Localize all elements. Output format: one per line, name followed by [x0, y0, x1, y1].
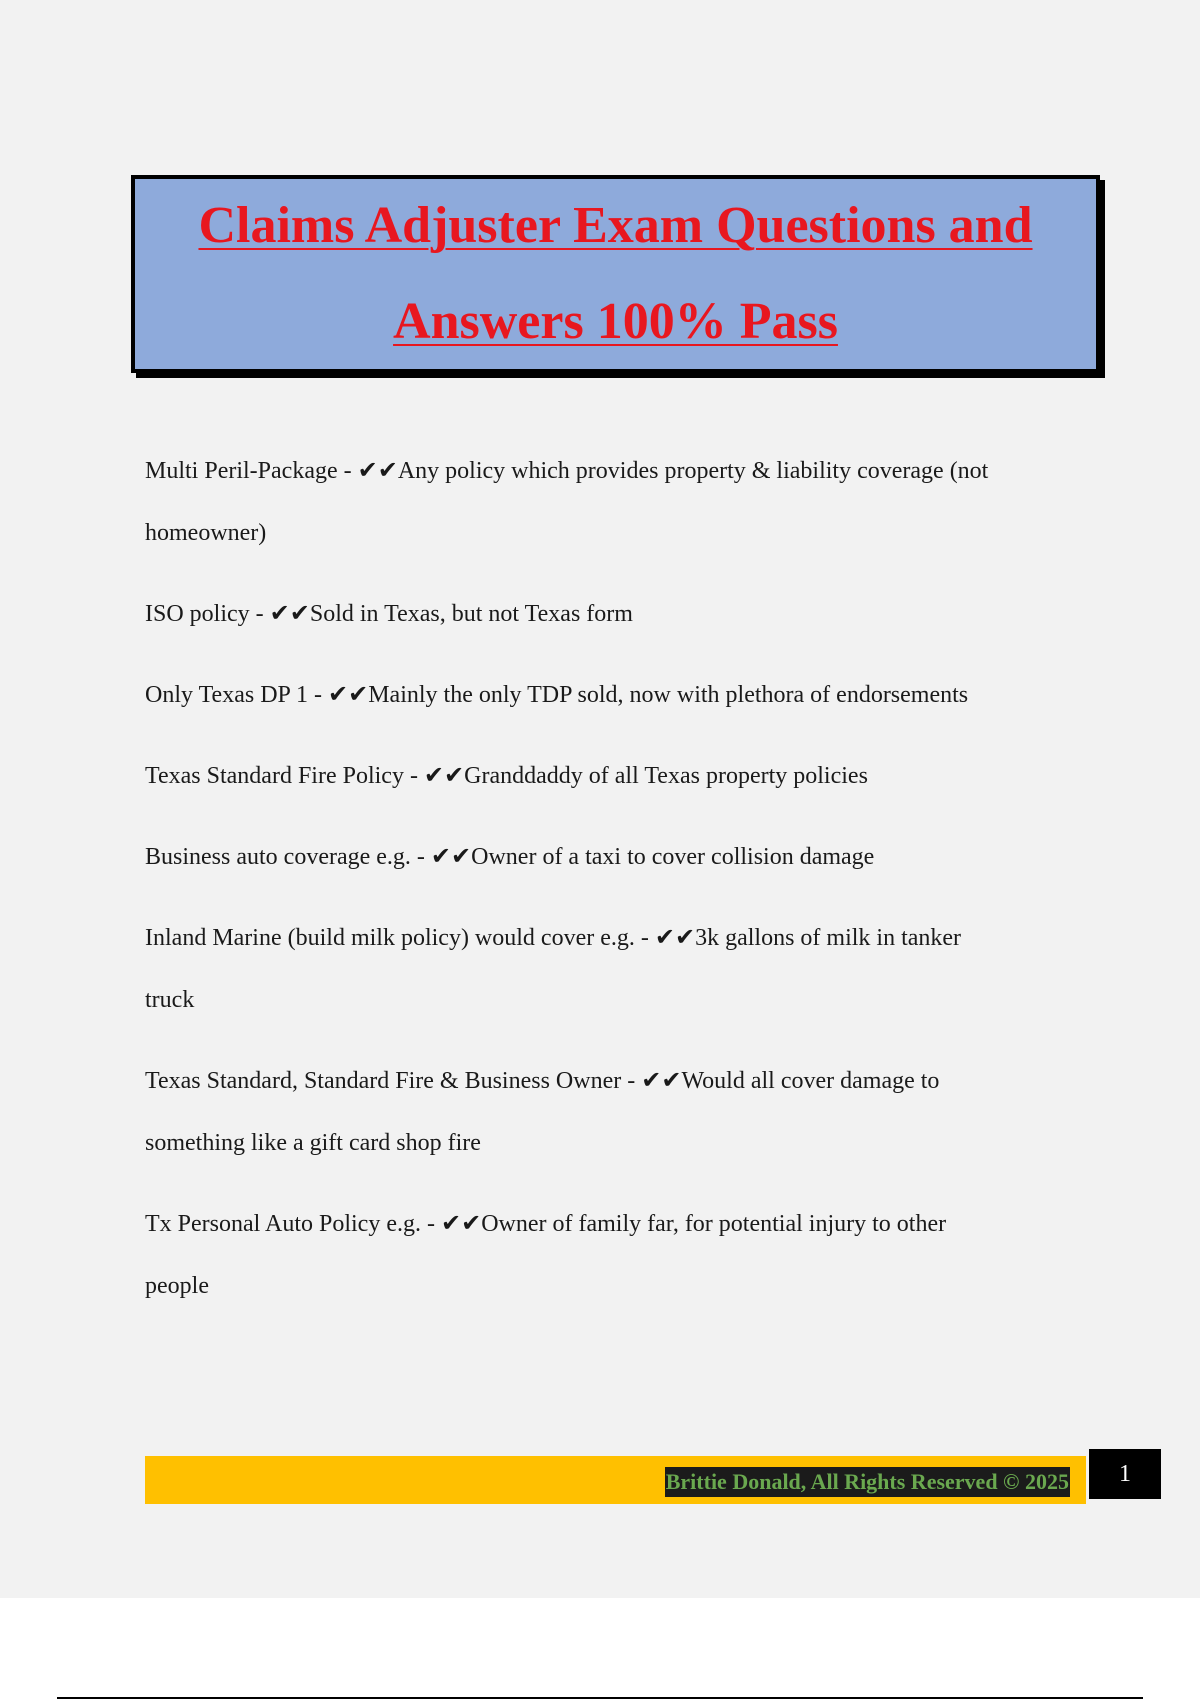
title-line-2: Answers 100% Pass [393, 293, 838, 350]
copyright-text: Brittie Donald, All Rights Reserved © 2025 [665, 1467, 1070, 1497]
qa-text: something like a gift card shop fire [145, 1130, 481, 1156]
qa-text: truck [145, 987, 195, 1013]
footer-bar [145, 1453, 1086, 1504]
qa-list [145, 440, 1085, 1317]
qa-text: Texas Standard Fire Policy - ✔✔Granddaddy of all Texas property policies [145, 763, 868, 789]
page-number: 1 [1089, 1449, 1161, 1499]
qa-item [145, 745, 1085, 807]
qa-text: Texas Standard, Standard Fire & Business Owner - ✔✔Would all cover damage to [145, 1068, 940, 1094]
qa-text: Only Texas DP 1 - ✔✔Mainly the only TDP sold, now with plethora of endorsements [145, 682, 969, 708]
qa-item [145, 440, 1085, 564]
qa-text: homeowner) [145, 520, 267, 546]
bottom-divider [57, 1697, 1143, 1699]
qa-item [145, 664, 1085, 726]
qa-item [145, 1193, 1085, 1317]
qa-item [145, 583, 1085, 645]
qa-item [145, 826, 1085, 888]
qa-item [145, 907, 1085, 1031]
qa-text: Multi Peril-Package - ✔✔Any policy which provides property & liability coverage (not [145, 458, 989, 484]
title-line-1: Claims Adjuster Exam Questions and [198, 197, 1033, 254]
qa-text: ISO policy - ✔✔Sold in Texas, but not Texas form [145, 601, 633, 627]
qa-text: Tx Personal Auto Policy e.g. - ✔✔Owner of family far, for potential injury to other [145, 1211, 947, 1237]
qa-text: Business auto coverage e.g. - ✔✔Owner of a taxi to cover collision damage [145, 844, 875, 870]
qa-item [145, 1050, 1085, 1174]
qa-text: people [145, 1273, 209, 1299]
title-box [131, 175, 1100, 373]
qa-text: Inland Marine (build milk policy) would cover e.g. - ✔✔3k gallons of milk in tanker [145, 925, 962, 951]
